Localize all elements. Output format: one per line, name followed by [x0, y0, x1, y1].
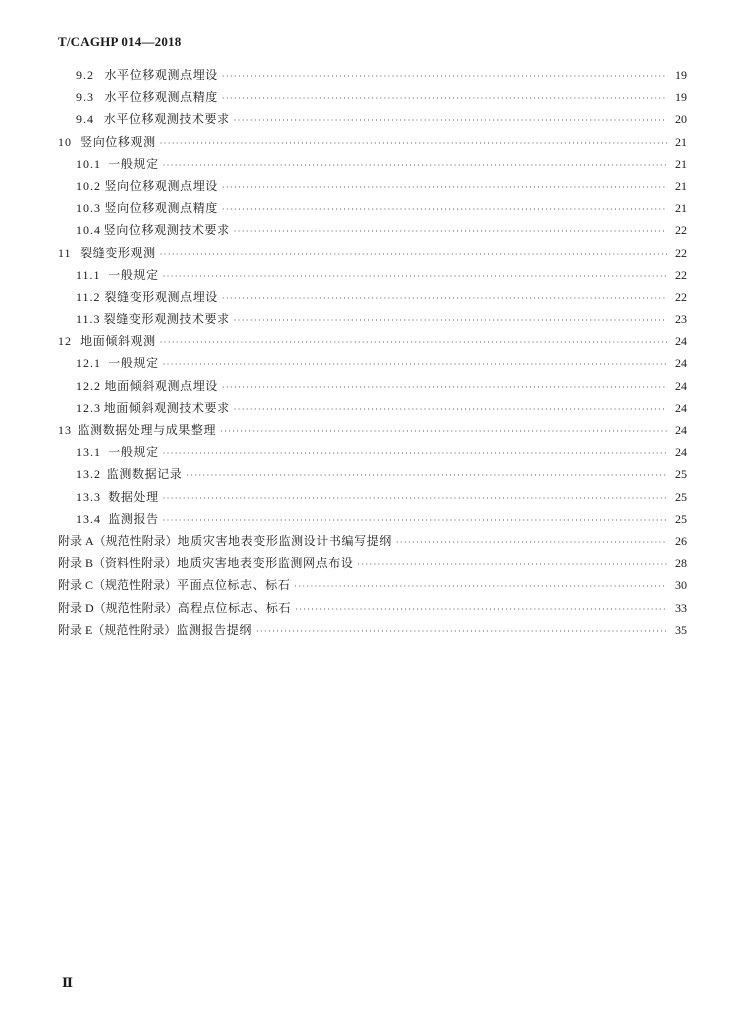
toc-entry[interactable] — [58, 286, 687, 308]
toc-entry-title: 水平位移观测点埋设 — [104, 68, 218, 82]
toc-entry[interactable] — [58, 397, 687, 419]
toc-entry[interactable] — [58, 419, 687, 441]
toc-entry-page: 24 — [675, 378, 687, 393]
toc-entry-title: 平面点位标志、标石 — [177, 578, 291, 593]
toc-entry-number: 附录 D（规范性附录） — [58, 600, 178, 615]
toc-leader-dots — [222, 177, 667, 199]
toc-entry-number: 附录 B（资料性附录） — [58, 556, 178, 571]
toc-entry-title: 地质灾害地表变形监测网点布设 — [177, 556, 354, 571]
toc-entry[interactable] — [58, 108, 687, 130]
toc-entry-number: 9.4 — [76, 112, 94, 127]
toc-entry-number: 9.2 — [76, 68, 94, 82]
toc-entry[interactable] — [58, 264, 687, 286]
toc-entry-page: 25 — [675, 511, 687, 526]
toc-leader-dots — [186, 465, 667, 487]
toc-entry-title: 一般规定 — [108, 356, 159, 371]
toc-entry-title: 监测报告提纲 — [176, 622, 252, 637]
toc-appendix-entry[interactable] — [58, 530, 687, 552]
toc-entry-title: 裂缝变形观测技术要求 — [103, 312, 230, 327]
toc-entry[interactable] — [58, 175, 687, 197]
toc-leader-dots — [396, 532, 667, 554]
toc-entry[interactable] — [58, 219, 687, 241]
toc-entry-page: 35 — [675, 622, 687, 637]
toc-entry-number: 12 — [58, 334, 72, 349]
toc-entry-number: 10.3 — [76, 201, 101, 216]
toc-entry-page: 21 — [675, 178, 687, 193]
toc-entry-number: 11 — [58, 245, 72, 260]
document-code: T/CAGHP 014—2018 — [58, 34, 182, 49]
toc-appendix-entry[interactable] — [58, 552, 687, 574]
toc-entry-page: 21 — [675, 156, 687, 171]
toc-entry-page: 24 — [675, 400, 687, 415]
toc-leader-dots — [160, 244, 667, 266]
toc-entry-title: 一般规定 — [108, 156, 159, 171]
toc-leader-dots — [357, 554, 667, 576]
toc-entry[interactable] — [58, 352, 687, 374]
toc-entry-title: 水平位移观测点精度 — [104, 90, 218, 105]
toc-leader-dots — [234, 110, 667, 132]
toc-entry-page: 19 — [675, 90, 687, 105]
toc-leader-dots — [163, 354, 667, 376]
toc-entry-page: 33 — [675, 600, 687, 615]
toc-leader-dots — [222, 66, 667, 88]
toc-entry[interactable] — [58, 308, 687, 330]
toc-entry-page: 30 — [675, 578, 687, 593]
toc-entry-title: 监测数据处理与成果整理 — [77, 423, 217, 437]
toc-entry-number: 13.1 — [76, 445, 101, 460]
toc-leader-dots — [294, 576, 667, 598]
toc-entry-page: 23 — [675, 312, 687, 327]
toc-leader-dots — [256, 621, 667, 643]
toc-entry-number: 9.3 — [76, 90, 94, 105]
toc-leader-dots — [295, 599, 667, 621]
toc-entry-page: 25 — [675, 489, 687, 504]
toc-leader-dots — [222, 288, 667, 310]
toc-leader-dots — [163, 488, 667, 510]
toc-entry-title: 地面倾斜观测技术要求 — [103, 400, 230, 415]
toc-leader-dots — [160, 332, 667, 354]
toc-entry-number: 13 — [58, 423, 72, 437]
toc-entry-page: 28 — [675, 556, 687, 571]
toc-entry-title: 竖向位移观测点埋设 — [104, 178, 218, 193]
toc-entry-title: 水平位移观测技术要求 — [103, 112, 230, 127]
toc-leader-dots — [163, 510, 667, 532]
toc-entry-title: 地面倾斜观测点埋设 — [104, 378, 218, 393]
toc-leader-dots — [163, 266, 667, 288]
toc-entry-title: 监测报告 — [108, 511, 159, 526]
toc-entry-title: 数据处理 — [108, 489, 159, 504]
toc-entry-title: 竖向位移观测 — [80, 134, 156, 149]
toc-entry-page: 24 — [675, 356, 687, 371]
toc-entry-page: 22 — [675, 245, 687, 260]
toc-entry-number: 附录 A（规范性附录） — [58, 533, 178, 548]
toc-entry-page: 24 — [675, 334, 687, 349]
toc-entry[interactable] — [58, 508, 687, 530]
toc-entry-title: 一般规定 — [108, 267, 159, 282]
toc-entry-number: 附录 E（规范性附录） — [58, 622, 177, 637]
toc-entry-number: 13.4 — [76, 511, 101, 526]
toc-entry-title: 裂缝变形观测 — [80, 245, 156, 260]
toc-leader-dots — [222, 199, 667, 221]
toc-leader-dots — [163, 155, 667, 177]
toc-entry[interactable] — [58, 375, 687, 397]
toc-entry-title: 裂缝变形观测点埋设 — [104, 289, 218, 304]
toc-leader-dots — [234, 221, 667, 243]
toc-entry-title: 一般规定 — [108, 445, 159, 460]
toc-entry-page: 22 — [675, 267, 687, 282]
toc-entry-number: 10.1 — [76, 156, 101, 171]
toc-entry-number: 12.2 — [76, 378, 101, 393]
toc-entry-page: 22 — [675, 223, 687, 238]
toc-entry-number: 10.4 — [76, 223, 101, 238]
toc-entry[interactable] — [58, 441, 687, 463]
toc-entry-number: 12.3 — [76, 400, 101, 415]
toc-entry-number: 11.2 — [76, 289, 101, 304]
toc-entry-page: 24 — [675, 445, 687, 460]
toc-appendix-entry[interactable] — [58, 619, 687, 641]
toc-entry[interactable] — [58, 197, 687, 219]
toc-entry[interactable] — [58, 486, 687, 508]
toc-entry-page: 19 — [675, 68, 687, 82]
toc-entry[interactable] — [58, 153, 687, 175]
toc-entry[interactable] — [58, 131, 687, 153]
toc-entry-number: 附录 C（规范性附录） — [58, 578, 178, 593]
toc-entry-page: 24 — [675, 423, 687, 437]
toc-entry-title: 高程点位标志、标石 — [177, 600, 292, 615]
toc-entry-number: 13.2 — [76, 467, 101, 482]
toc-entry-title: 地质灾害地表变形监测设计书编写提纲 — [177, 533, 392, 548]
toc-entry-page: 22 — [675, 289, 687, 304]
toc-entry-title: 地面倾斜观测 — [80, 334, 156, 349]
toc-entry-number: 10.2 — [76, 178, 101, 193]
toc-leader-dots — [160, 133, 667, 155]
toc-leader-dots — [222, 377, 667, 399]
toc-entry[interactable] — [58, 86, 687, 108]
toc-leader-dots — [234, 399, 667, 421]
toc-entry-title: 监测数据记录 — [106, 467, 183, 482]
toc-entry-page: 21 — [675, 201, 687, 216]
toc-leader-dots — [220, 421, 667, 443]
toc-entry-title: 竖向位移观测点精度 — [104, 201, 218, 216]
toc-leader-dots — [234, 310, 667, 332]
toc-appendix-entry[interactable] — [58, 574, 687, 596]
toc-entry-number: 11.1 — [76, 267, 101, 282]
toc-entry[interactable] — [58, 463, 687, 485]
toc-entry-title: 竖向位移观测技术要求 — [103, 223, 230, 238]
toc-entry-number: 10 — [58, 134, 72, 149]
toc-entry[interactable] — [58, 330, 687, 352]
toc-entry-page: 26 — [675, 533, 687, 548]
toc-leader-dots — [163, 443, 667, 465]
page-number: Ⅱ — [62, 975, 73, 990]
table-of-contents — [58, 64, 687, 641]
toc-entry-number: 12.1 — [76, 356, 101, 371]
toc-entry-number: 11.3 — [76, 312, 101, 327]
toc-entry-page: 21 — [675, 134, 687, 149]
toc-appendix-entry[interactable] — [58, 597, 687, 619]
toc-entry[interactable] — [58, 242, 687, 264]
toc-leader-dots — [222, 88, 667, 110]
toc-entry-number: 13.3 — [76, 489, 101, 504]
toc-entry-page: 20 — [675, 112, 687, 127]
toc-entry[interactable] — [58, 64, 687, 86]
toc-entry-page: 25 — [675, 467, 687, 482]
